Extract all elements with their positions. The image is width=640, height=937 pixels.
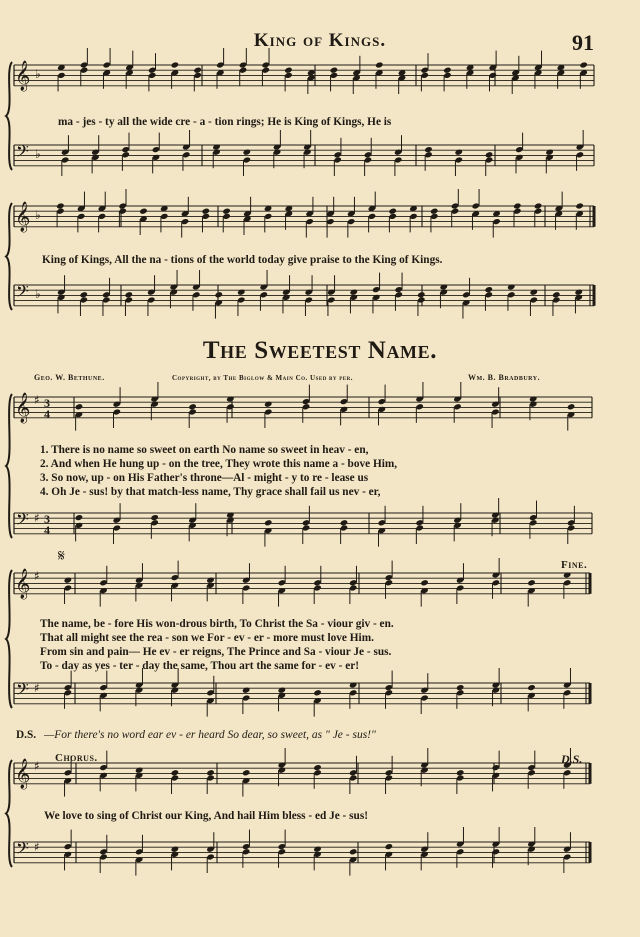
chorus-treble-note xyxy=(456,769,464,776)
chorus-ds-label: D.S. xyxy=(561,752,583,766)
time-signature-top: 3 xyxy=(44,512,50,526)
h1s2-treble-note xyxy=(139,208,147,215)
verse-4-line-2: To - day as yes - ter - day the same, Thou art the same for - ev - er! xyxy=(40,660,359,672)
ds-text: —For there's no word ear ev - er heard So dear, so sweet, as " Je - sus!" xyxy=(44,729,376,741)
key-signature-icon: ♯ xyxy=(34,511,40,525)
h2s2-treble-note xyxy=(527,579,535,586)
lyrics-line-2: King of Kings, All the na - tions of the world today give praise to the King of Kings. xyxy=(42,254,443,266)
hymn-title-king-of-kings: King of Kings. xyxy=(253,30,387,51)
time-signature-bottom: 4 xyxy=(44,407,50,421)
fine-label: Fine. xyxy=(561,559,588,571)
key-signature-icon: ♭ xyxy=(35,208,41,222)
verse-3-line-1: 3. So now, up - on His Father's throne—Al - might - y to re - lease us xyxy=(40,472,369,484)
key-signature-icon: ♭ xyxy=(35,287,41,301)
verse-1-line-1: 1. There is no name so sweet on earth No name so sweet in heav - en, xyxy=(40,444,369,456)
key-signature-icon: ♭ xyxy=(35,147,41,161)
h1s1-treble-note xyxy=(330,67,338,74)
bass-clef-icon: 𝄢 xyxy=(16,141,29,165)
h1s2-bass-note xyxy=(350,289,358,296)
h1s2-treble-note xyxy=(430,208,438,215)
key-signature-icon: ♯ xyxy=(34,840,40,854)
key-signature-icon: ♭ xyxy=(35,67,41,81)
h1s1-bass-note xyxy=(545,149,553,156)
treble-clef-icon: 𝄞 xyxy=(15,759,31,789)
h1s2-bass-note xyxy=(125,291,133,298)
h2s1-treble-note xyxy=(264,401,272,408)
segno-icon: 𝄋 xyxy=(58,548,65,565)
treble-clef-icon: 𝄞 xyxy=(15,61,31,91)
system-brace xyxy=(6,394,12,538)
chorus-lyrics: We love to sing of Christ our King, And hail Him bless - ed Je - sus! xyxy=(44,810,368,822)
verse-1-line-2: The name, be - fore His won-drous birth, To Christ the Sa - viour giv - en. xyxy=(40,618,394,630)
composer-credit: Wm. B. Bradbury. xyxy=(468,373,541,382)
key-signature-icon: ♯ xyxy=(34,759,40,773)
h2s1-treble-note xyxy=(188,403,196,410)
treble-clef-icon: 𝄞 xyxy=(15,393,31,423)
bass-clef-icon: 𝄢 xyxy=(16,838,29,862)
h1s1-treble-note xyxy=(375,61,383,68)
chorus-label: Chorus. xyxy=(55,752,98,764)
h2s1-treble-note xyxy=(75,403,83,410)
h1s1-bass-note xyxy=(485,151,493,158)
h1s1-bass-note xyxy=(243,149,251,156)
h1s1-treble-note xyxy=(171,61,179,68)
h2s2-bass-note xyxy=(349,681,357,688)
chorus-bass-note xyxy=(349,848,357,855)
h1s2-treble-note xyxy=(222,208,230,215)
chorus-treble-note xyxy=(171,769,179,776)
verse-4-line-1: 4. Oh Je - sus! by that match-less name, Thy grace shall fail us nev - er, xyxy=(40,486,381,498)
h1s2-bass-note xyxy=(507,283,515,290)
h1s1-bass-note xyxy=(455,149,463,156)
h2s2-treble-note xyxy=(563,571,571,578)
h2s2-bass-note xyxy=(278,687,286,694)
h1s2-bass-note xyxy=(237,289,245,296)
h1s2-bass-note xyxy=(215,291,223,298)
time-signature-bottom: 4 xyxy=(44,523,50,537)
h2s1-bass-note xyxy=(340,519,348,526)
h1s2-treble-note xyxy=(388,208,396,215)
h2s1-bass-note xyxy=(75,514,83,521)
page-number: 91 xyxy=(572,30,594,55)
bass-clef-icon: 𝄢 xyxy=(16,281,29,305)
h2s1-bass-note xyxy=(264,519,272,526)
system-brace xyxy=(6,570,12,708)
time-signature-top: 3 xyxy=(44,396,50,410)
h2s1-treble-note xyxy=(226,395,234,402)
h1s2-bass-note xyxy=(552,291,560,298)
key-signature-icon: ♯ xyxy=(34,569,40,583)
h2s2-treble-note xyxy=(64,577,72,584)
h2s2-bass-note xyxy=(242,687,250,694)
h2s1-treble-note xyxy=(567,403,575,410)
h2s2-treble-note xyxy=(420,579,428,586)
h1s1-treble-note xyxy=(284,67,292,74)
system-brace xyxy=(6,203,12,310)
treble-clef-icon: 𝄞 xyxy=(15,202,31,232)
h1s2-bass-note xyxy=(417,291,425,298)
h1s2-bass-note xyxy=(485,286,493,293)
treble-clef-icon: 𝄞 xyxy=(15,569,31,599)
system-brace xyxy=(6,760,12,867)
h2s2-bass-note xyxy=(456,684,464,691)
h1s2-bass-note xyxy=(575,289,583,296)
lyrics-line-1: ma - jes - ty all the wide cre - a - tion rings; He is King of Kings, He is xyxy=(58,116,392,128)
h2s1-treble-note xyxy=(529,395,537,402)
h1s2-bass-note xyxy=(80,291,88,298)
verse-2-line-1: 2. And when He hung up - on the tree, They wrote this name a - bove Him, xyxy=(40,458,398,470)
h1s2-bass-note xyxy=(530,289,538,296)
ds-label: D.S. xyxy=(16,729,37,741)
hymn-title-sweetest-name: The Sweetest Name. xyxy=(202,337,438,364)
h1s2-treble-note xyxy=(513,202,521,209)
author-credit: Geo. W. Bethune. xyxy=(34,373,105,382)
chorus-bass-note xyxy=(171,846,179,853)
h2s1-bass-note xyxy=(150,514,158,521)
chorus-bass-note xyxy=(313,846,321,853)
system-brace xyxy=(6,62,12,170)
h1s2-treble-note xyxy=(534,202,542,209)
h2s2-bass-note xyxy=(313,689,321,696)
h1s1-treble-note xyxy=(443,67,451,74)
h2s2-treble-note xyxy=(206,577,214,584)
h1s1-treble-note xyxy=(579,61,587,68)
h2s1-bass-note xyxy=(226,511,234,518)
copyright-credit: Copyright, by The Biglow & Main Co. Used by per. xyxy=(172,374,353,382)
h1s2-treble-note xyxy=(575,202,583,209)
key-signature-icon: ♯ xyxy=(34,681,40,695)
bass-clef-icon: 𝄢 xyxy=(16,509,29,533)
h2s2-bass-note xyxy=(527,684,535,691)
h1s1-bass-note xyxy=(212,143,220,150)
h1s2-bass-note xyxy=(440,283,448,290)
verse-3-line-2: From sin and pain— He ev - er reigns, The Prince and Sa - viour Je - sus. xyxy=(40,646,392,658)
bass-clef-icon: 𝄢 xyxy=(16,679,29,703)
chorus-bass-note xyxy=(385,843,393,850)
chorus-treble-note xyxy=(206,769,214,776)
h1s1-treble-note xyxy=(193,67,201,74)
verse-2-line-2: That all might see the rea - son we For - ev - er - more must love Him. xyxy=(40,632,374,644)
chorus-treble-note xyxy=(242,769,250,776)
h1s2-treble-note xyxy=(56,202,64,209)
h1s2-treble-note xyxy=(202,208,210,215)
h1s1-bass-note xyxy=(424,146,432,153)
chorus-treble-note xyxy=(313,764,321,771)
key-signature-icon: ♯ xyxy=(34,393,40,407)
chorus-treble-note xyxy=(135,767,143,774)
